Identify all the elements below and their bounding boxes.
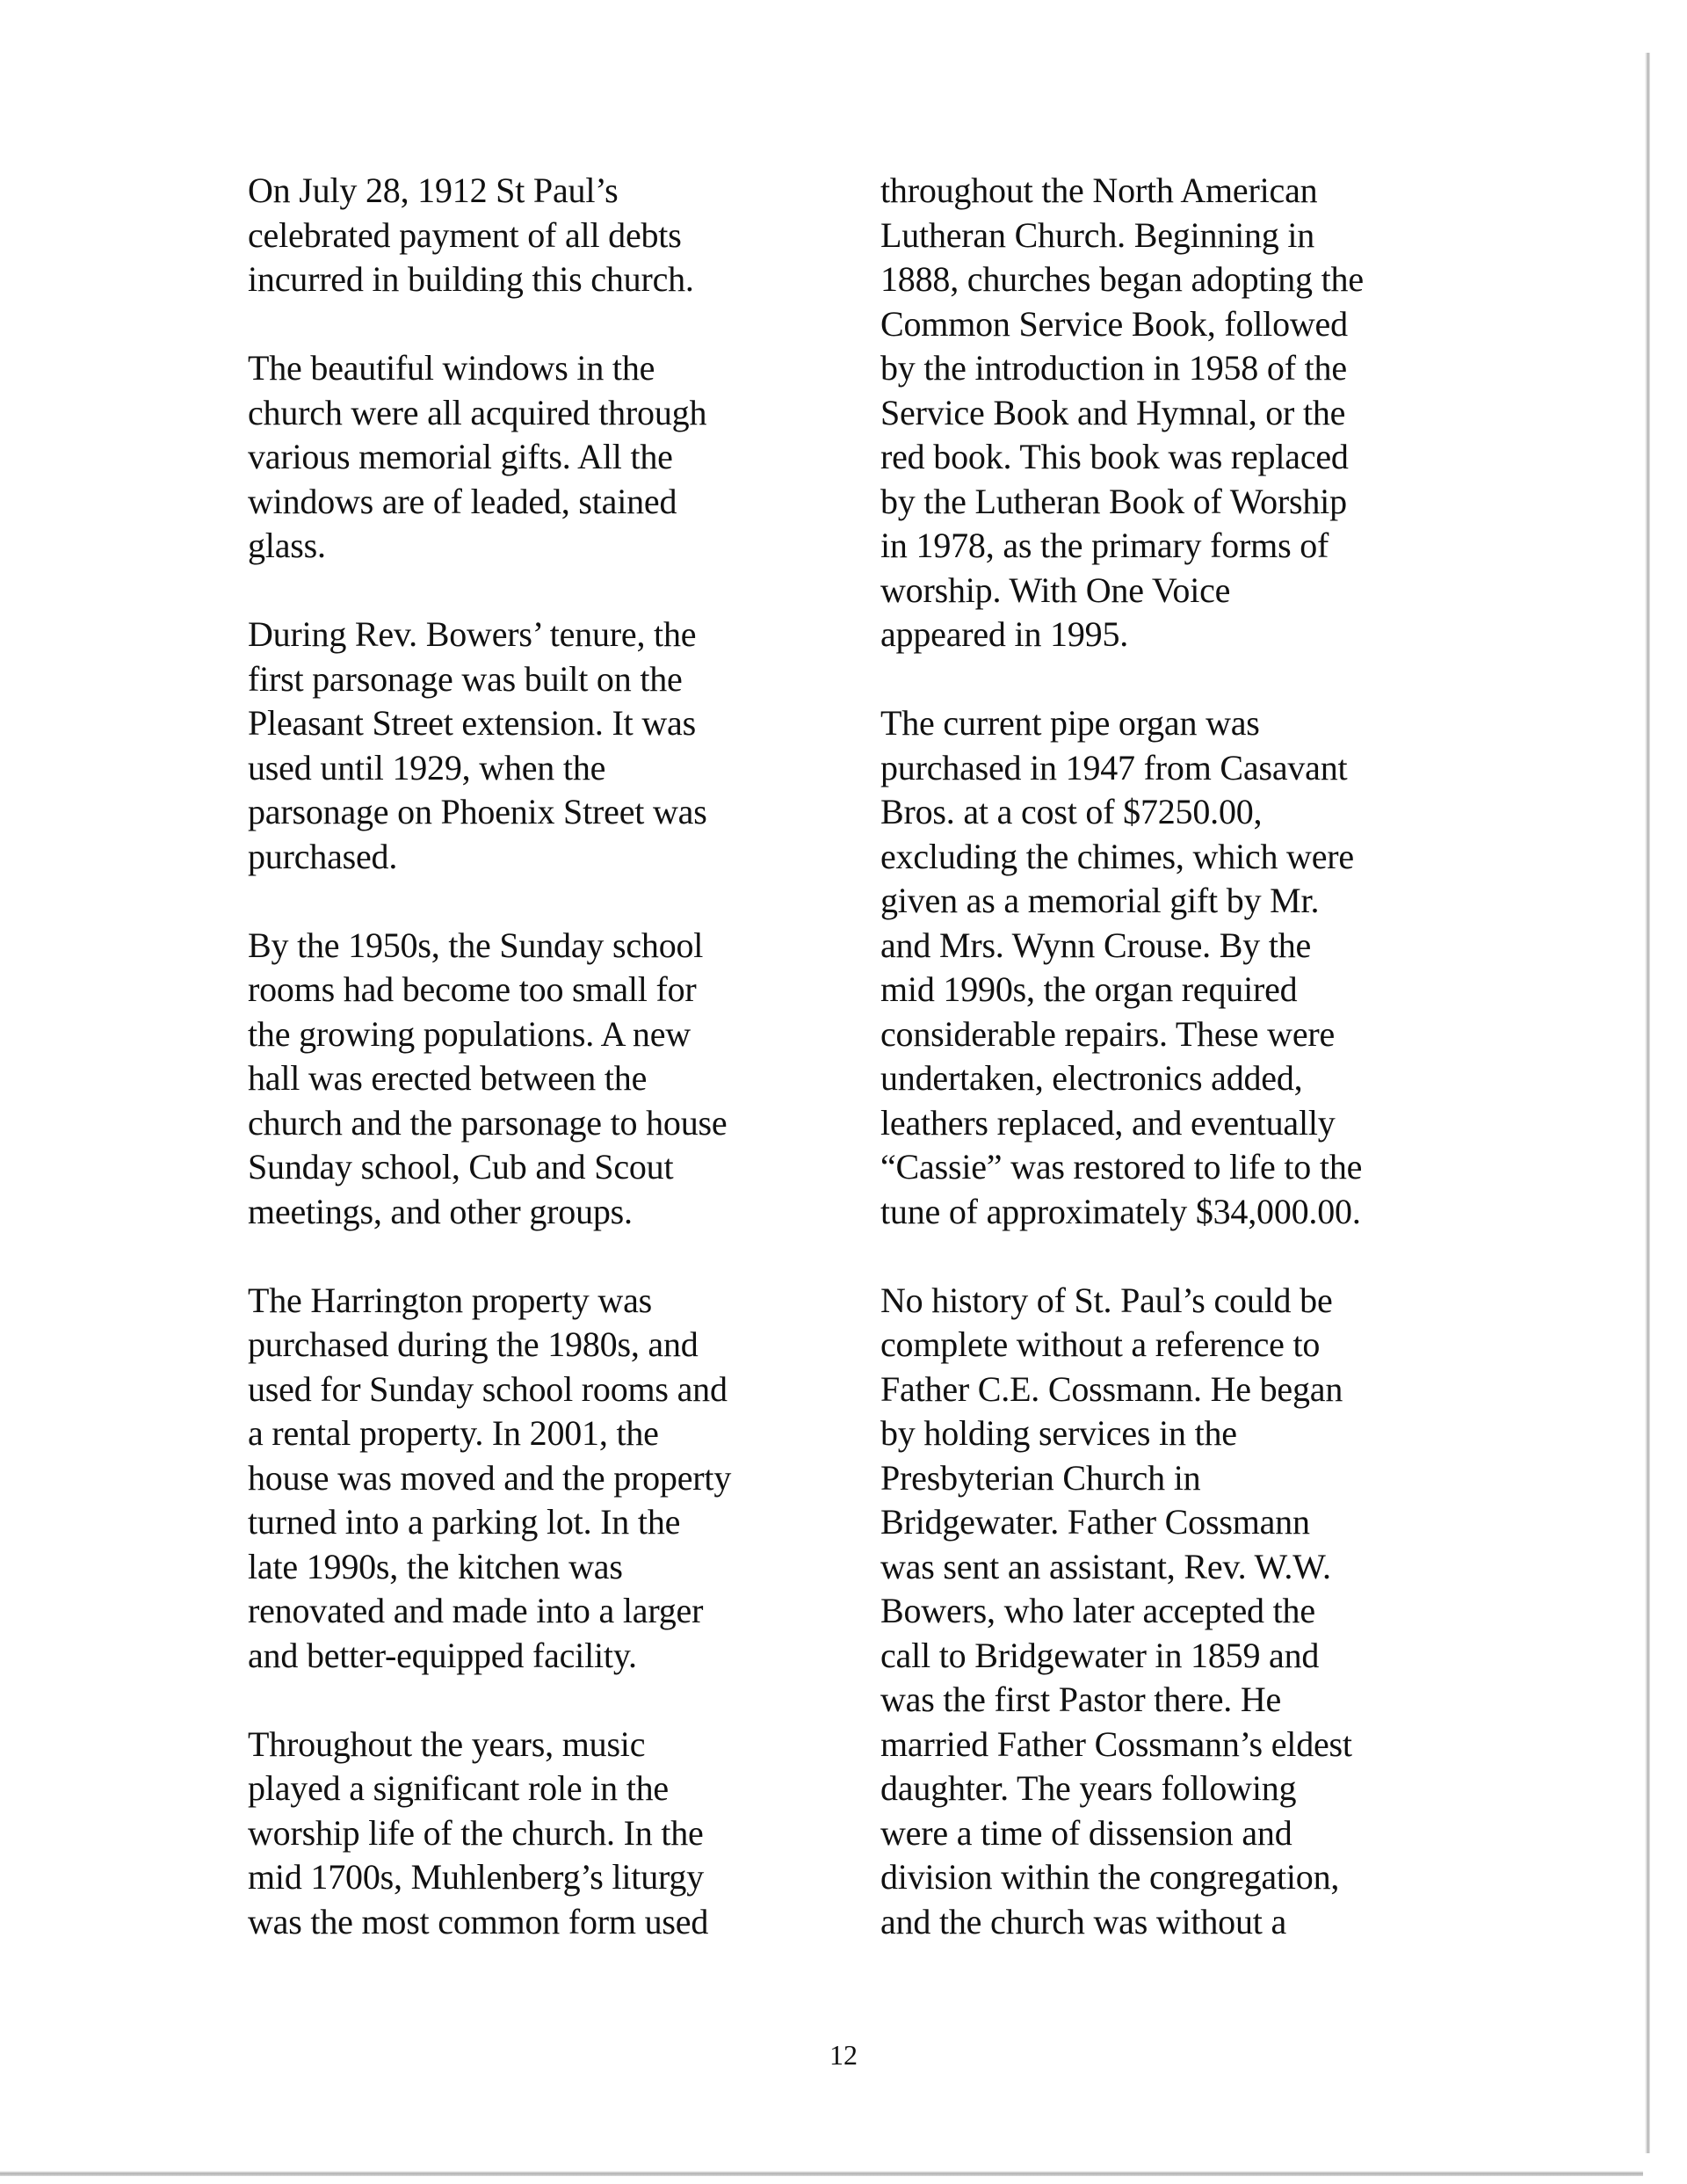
text-line: complete without a reference to [880,1324,1321,1364]
text-line: mid 1700s, Muhlenberg’s liturgy [248,1857,704,1897]
text-line: undertaken, electronics added, [880,1058,1303,1098]
text-line: daughter. The years following [880,1768,1297,1808]
paragraph [880,701,1460,1234]
text-line: Pleasant Street extension. It was [248,703,696,743]
text-line: windows are of leaded, stained [248,481,677,521]
text-line: worship life of the church. In the [248,1812,704,1853]
text-line: used for Sunday school rooms and [248,1368,728,1409]
paragraph [248,924,819,1235]
text-line: meetings, and other groups. [248,1191,633,1231]
text-line: During Rev. Bowers’ tenure, the [248,614,697,654]
text-line: division within the congregation, [880,1857,1340,1897]
text-line: red book. This book was replaced [880,437,1349,476]
text-line: were a time of dissension and [880,1812,1292,1853]
text-line: Throughout the years, music [248,1723,646,1764]
text-line: purchased during the 1980s, and [248,1324,699,1364]
text-line: Presbyterian Church in [880,1457,1201,1498]
paragraph [248,1279,819,1679]
text-line: and the church was without a [880,1901,1287,1941]
paragraph [880,1279,1460,1945]
text-line: various memorial gifts. All the [248,437,673,476]
paragraph [248,346,819,569]
paragraph [880,169,1460,657]
text-line: The beautiful windows in the [248,348,655,388]
paragraph [248,1723,819,1945]
text-line: by the introduction in 1958 of the [880,348,1347,388]
text-line: leathers replaced, and eventually [880,1102,1336,1143]
left-text-column [248,169,819,1989]
text-line: house was moved and the property [248,1457,732,1498]
text-line: played a significant role in the [248,1768,669,1808]
text-line: The Harrington property was [248,1280,653,1320]
scan-edge-right [1645,53,1650,2153]
text-line: considerable repairs. These were [880,1013,1336,1054]
text-line: Lutheran Church. Beginning in [880,214,1315,255]
text-line: in 1978, as the primary forms of [880,526,1329,565]
right-text-column [880,169,1460,1989]
text-line: rooms had become too small for [248,969,697,1009]
text-line: excluding the chimes, which were [880,836,1354,876]
paragraph [248,613,819,879]
text-line: was the first Pastor there. He [880,1680,1282,1719]
text-line: church were all acquired through [248,392,707,432]
text-line: incurred in building this church. [248,259,694,299]
text-line: 1888, churches began adopting the [880,259,1364,299]
text-line: Common Service Book, followed [880,303,1348,344]
text-line: given as a memorial gift by Mr. [880,881,1320,920]
text-line: By the 1950s, the Sunday school [248,925,704,965]
text-line: and better-equipped facility. [248,1635,637,1675]
text-line: parsonage on Phoenix Street was [248,792,707,831]
text-line: and Mrs. Wynn Crouse. By the [880,925,1312,965]
text-line: On July 28, 1912 St Paul’s [248,171,619,210]
text-line: the growing populations. A new [248,1013,691,1054]
text-line: first parsonage was built on the [248,658,683,699]
text-line: used until 1929, when the [248,747,606,787]
text-line: celebrated payment of all debts [248,214,682,255]
text-line: late 1990s, the kitchen was [248,1546,623,1586]
text-line: hall was erected between the [248,1058,648,1098]
text-line: Service Book and Hymnal, or the [880,392,1346,432]
text-line: purchased. [248,836,398,876]
text-line: church and the parsonage to house [248,1102,728,1143]
text-line: purchased in 1947 from Casavant [880,747,1348,787]
text-line: was the most common form used [248,1901,709,1941]
text-line: worship. With One Voice [880,570,1231,610]
text-line: Sunday school, Cub and Scout [248,1147,674,1186]
text-line: appeared in 1995. [880,614,1129,654]
text-line: mid 1990s, the organ required [880,969,1298,1009]
page-number: 12 [829,2039,858,2071]
text-line: Bros. at a cost of $7250.00, [880,792,1263,831]
text-line: Father C.E. Cossmann. He began [880,1368,1343,1409]
text-line: Bridgewater. Father Cossmann [880,1502,1310,1542]
text-line: tune of approximately $34,000.00. [880,1191,1361,1231]
text-line: throughout the North American [880,171,1318,210]
text-line: by the Lutheran Book of Worship [880,481,1347,521]
text-line: by holding services in the [880,1413,1237,1453]
text-line: call to Bridgewater in 1859 and [880,1635,1320,1675]
text-line: was sent an assistant, Rev. W.W. [880,1546,1331,1586]
text-line: married Father Cossmann’s eldest [880,1723,1352,1764]
text-line: Bowers, who later accepted the [880,1591,1315,1630]
text-line: renovated and made into a larger [248,1591,704,1630]
text-line: “Cassie” was restored to life to the [880,1147,1363,1186]
scan-edge-bottom [0,2171,1643,2176]
text-line: The current pipe organ was [880,703,1260,743]
paragraph [248,169,819,302]
text-line: a rental property. In 2001, the [248,1413,659,1453]
text-line: turned into a parking lot. In the [248,1502,681,1542]
text-line: glass. [248,526,326,565]
text-line: No history of St. Paul’s could be [880,1280,1333,1320]
